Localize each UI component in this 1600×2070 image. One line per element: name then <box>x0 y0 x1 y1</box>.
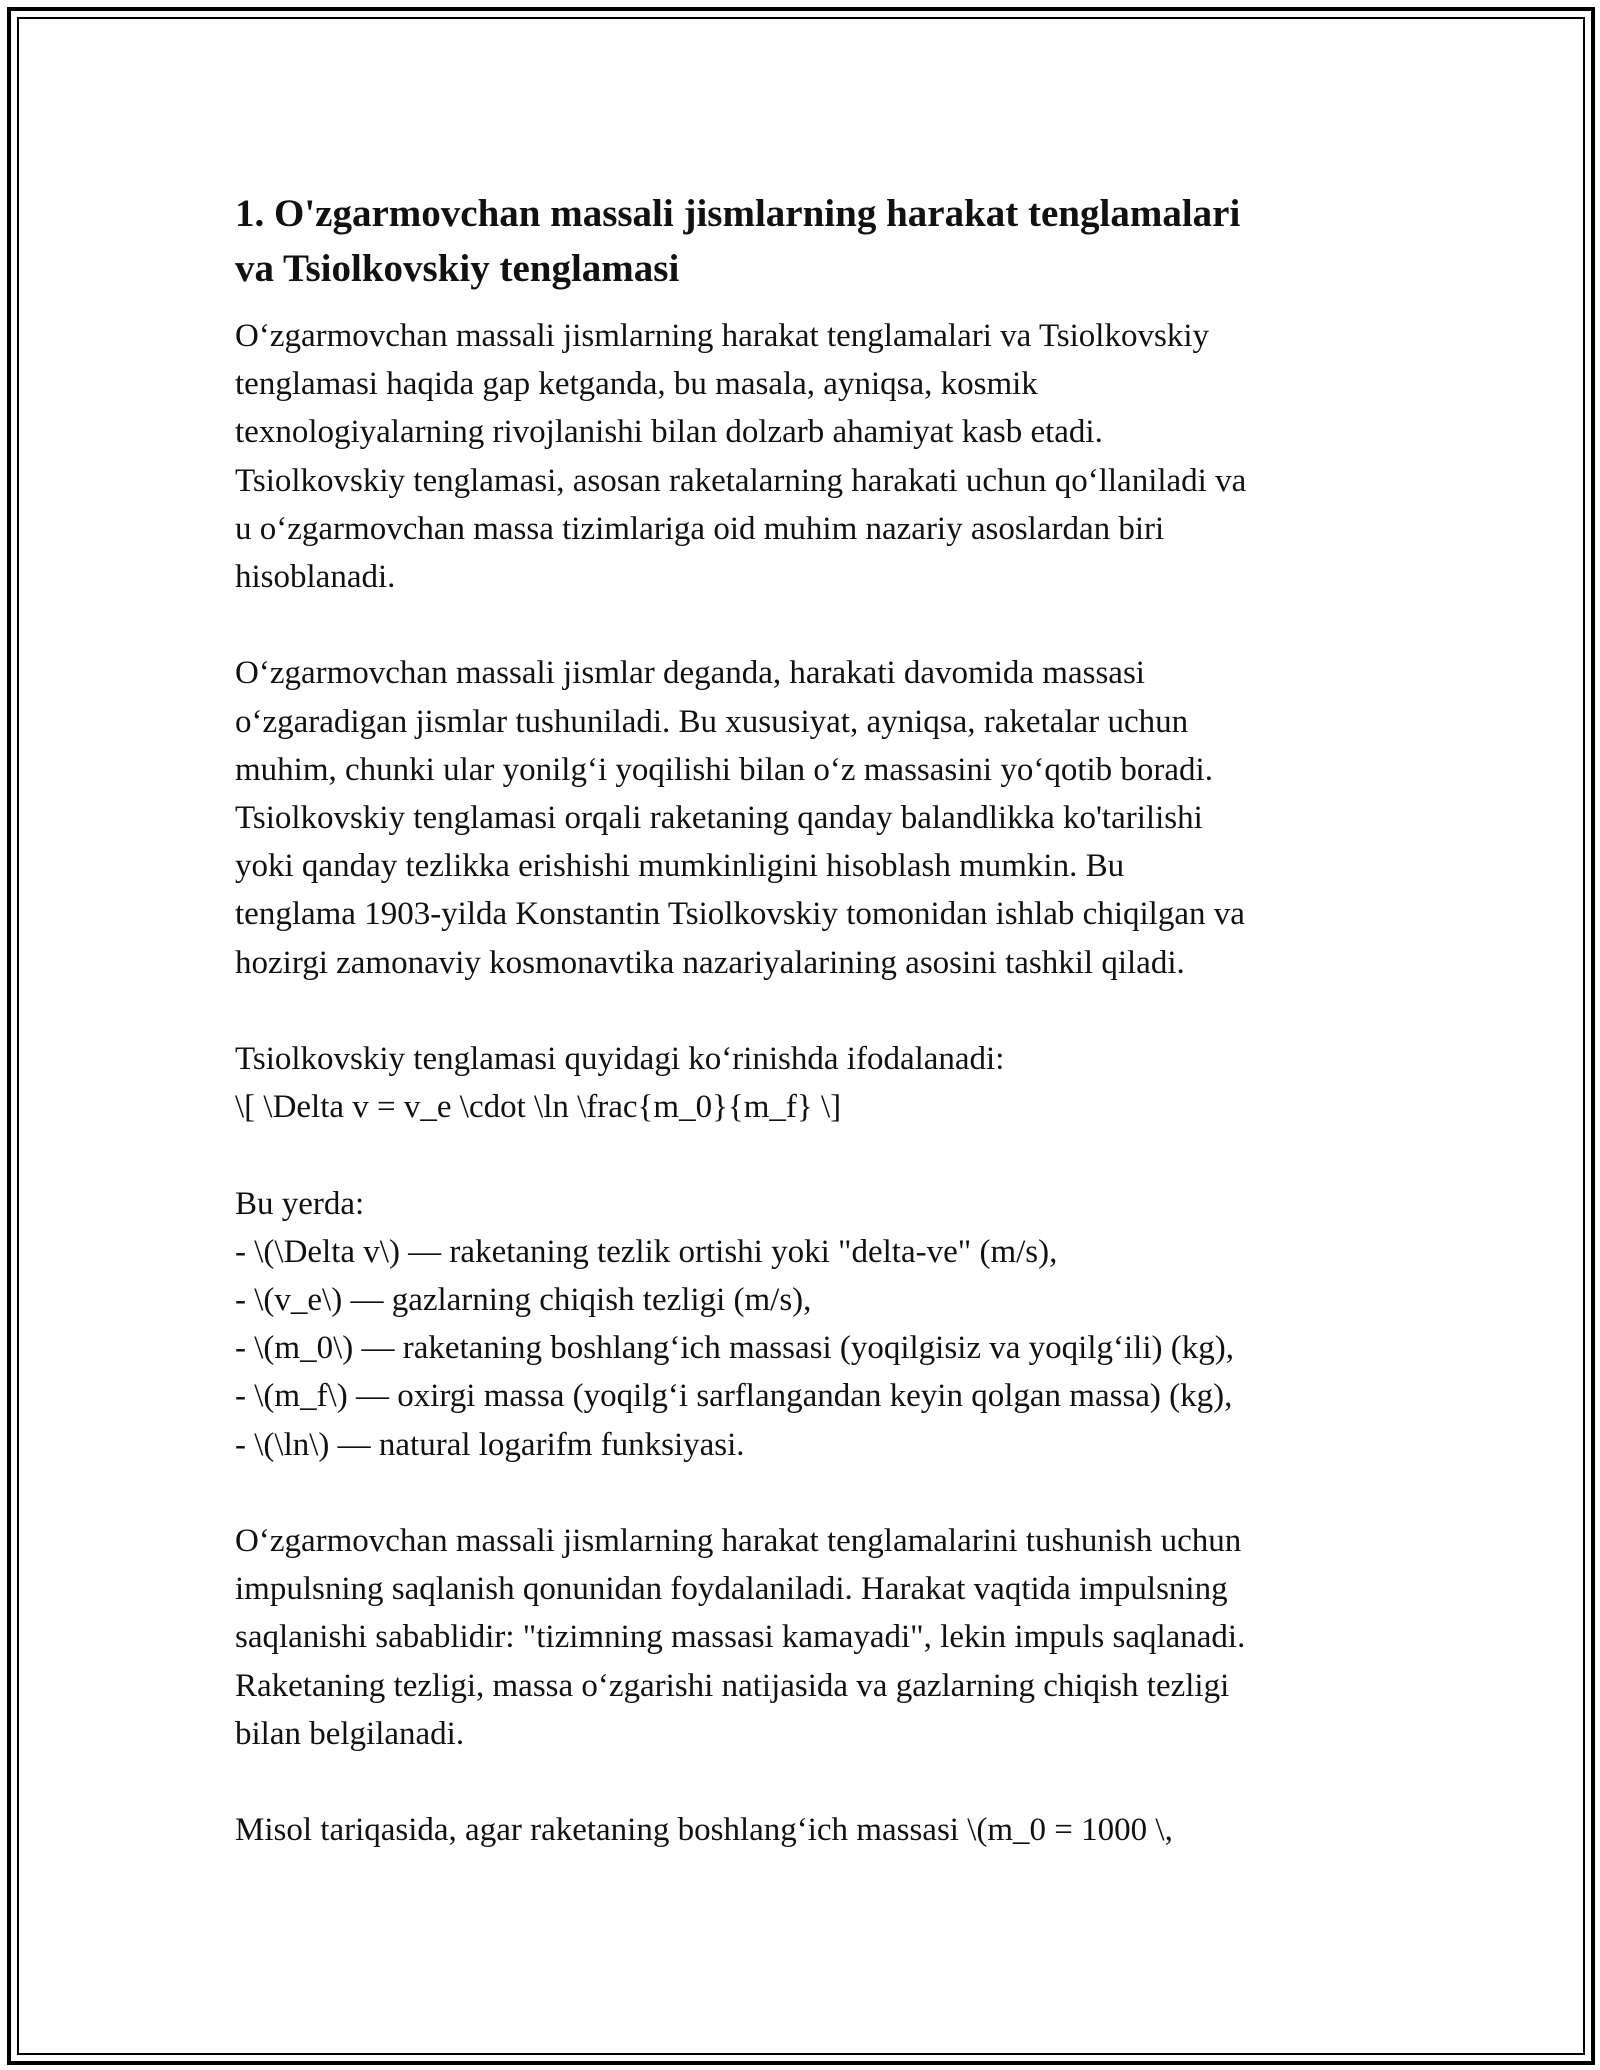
paragraph-equation <box>235 1035 1385 1131</box>
text-line: hisoblanadi. <box>235 559 396 596</box>
text-line: o‘zgaradigan jismlar tushuniladi. Bu xususiyat, ayniqsa, raketalar uchun <box>235 703 1189 740</box>
text-line: hozirgi zamonaviy kosmonavtika nazariyalarining asosini tashkil qiladi. <box>235 944 1185 981</box>
text-line: yoki qanday tezlikka erishishi mumkinligini hisoblash mumkin. Bu <box>235 848 1125 885</box>
text-line: saqlanishi sabablidir: "tizimning massasi kamayadi", lekin impuls saqlanadi. <box>235 1619 1246 1656</box>
text-line: O‘zgarmovchan massali jismlarning harakat tenglamalari va Tsiolkovskiy <box>235 318 1209 354</box>
text-line: texnologiyalarning rivojlanishi bilan dolzarb ahamiyat kasb etadi. <box>235 414 1103 451</box>
text-line: Bu yerda: <box>235 1185 365 1222</box>
text-line: Tsiolkovskiy tenglamasi orqali raketaning qanday balandlikka ko'tarilishi <box>235 800 1203 837</box>
list-item: - \(m_0\) — raketaning boshlang‘ich massasi (yoqilgisiz va yoqilg‘ili) (kg), <box>235 1330 1234 1367</box>
equation-line: \[ \Delta v = v_e \cdot \ln \frac{m_0}{m_f} \] <box>235 1089 842 1126</box>
paragraph-variable-list <box>235 1180 1385 1469</box>
paragraph-momentum <box>235 1517 1385 1758</box>
text-line: O‘zgarmovchan massali jismlarning harakat tenglamalarini tushunish uchun <box>235 1523 1242 1560</box>
text-line: Raketaning tezligi, massa o‘zgarishi natijasida va gazlarning chiqish tezligi <box>235 1667 1230 1704</box>
text-line: Tsiolkovskiy tenglamasi quyidagi ko‘rinishda ifodalanadi: <box>235 1041 1005 1078</box>
text-line: bilan belgilanadi. <box>235 1715 465 1752</box>
heading-line: 1. O'zgarmovchan massali jismlarning harakat tenglamalari <box>235 192 1241 235</box>
text-line: u o‘zgarmovchan massa tizimlariga oid muhim nazariy asoslardan biri <box>235 510 1165 547</box>
paragraph-variable-mass <box>235 649 1385 986</box>
text-line: Misol tariqasida, agar raketaning boshlang‘ich massasi \(m_0 = 1000 \, <box>235 1812 1173 1849</box>
paragraph-example <box>235 1806 1385 1854</box>
heading-line: va Tsiolkovskiy tenglamasi <box>235 247 680 290</box>
list-item: - \(\ln\) — natural logarifm funksiyasi. <box>235 1426 745 1463</box>
text-line: tenglama 1903-yilda Konstantin Tsiolkovskiy tomonidan ishlab chiqilgan va <box>235 896 1245 933</box>
list-item: - \(\Delta v\) — raketaning tezlik ortishi yoki "delta-ve" (m/s), <box>235 1233 1058 1270</box>
text-line: Tsiolkovskiy tenglamasi, asosan raketalarning harakati uchun qo‘llaniladi va <box>235 462 1247 499</box>
paragraph-intro <box>235 312 1385 601</box>
list-item: - \(v_e\) — gazlarning chiqish tezligi (m/s), <box>235 1282 812 1319</box>
text-line: tenglamasi haqida gap ketganda, bu masala, ayniqsa, kosmik <box>235 366 1038 403</box>
list-item: - \(m_f\) — oxirgi massa (yoqilg‘i sarflangandan keyin qolgan massa) (kg), <box>235 1378 1233 1415</box>
text-line: impulsning saqlanish qonunidan foydalaniladi. Harakat vaqtida impulsning <box>235 1571 1228 1608</box>
section-heading <box>235 186 1385 296</box>
document-body <box>235 186 1385 1903</box>
text-line: O‘zgarmovchan massali jismlar deganda, harakati davomida massasi <box>235 655 1145 692</box>
text-line: muhim, chunki ular yonilg‘i yoqilishi bilan o‘z massasini yo‘qotib boradi. <box>235 751 1213 788</box>
